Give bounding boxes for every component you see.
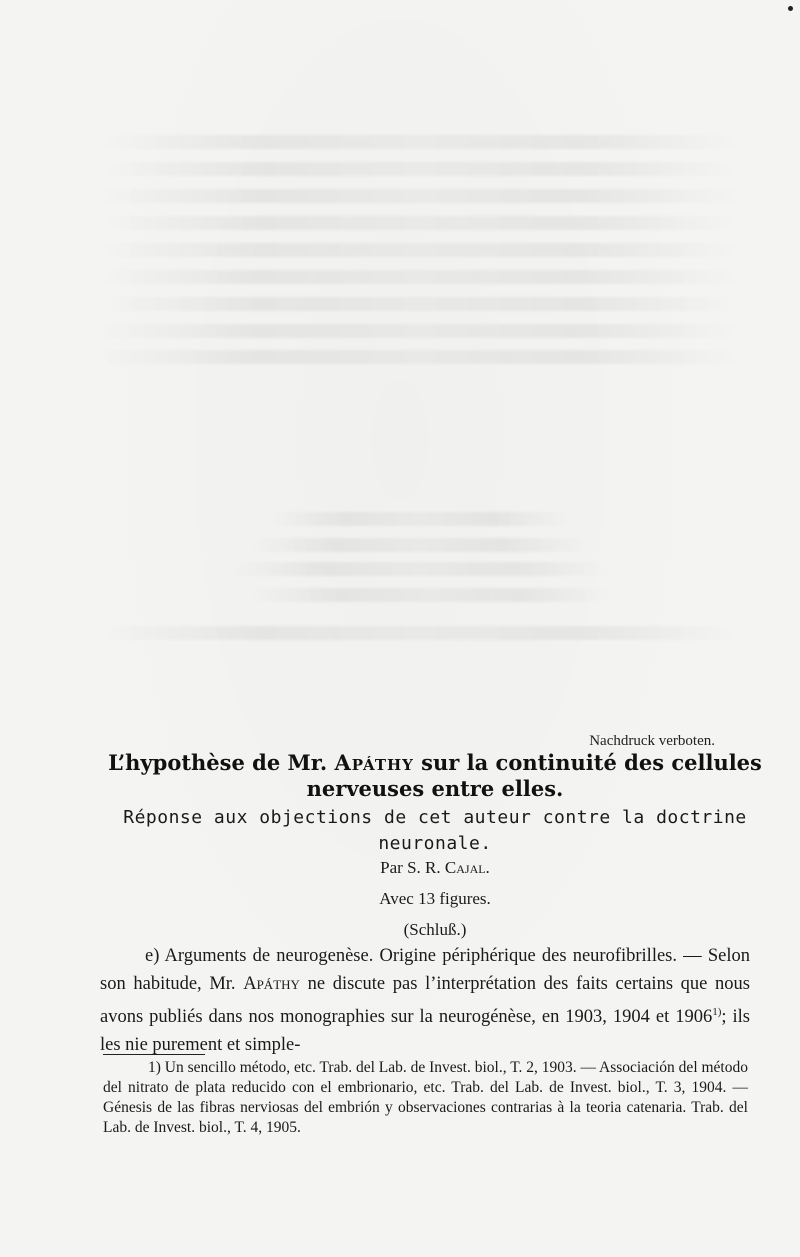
bleed-through-line xyxy=(230,562,610,576)
article-subtitle: Réponse aux objections de cet auteur contre la doctrine neuronale. xyxy=(123,807,747,854)
bleed-through-line xyxy=(250,588,610,602)
bleed-through-line xyxy=(250,538,590,552)
bleed-through-line xyxy=(100,216,740,230)
paragraph xyxy=(100,942,750,1059)
footnote-divider xyxy=(103,1054,205,1055)
bleed-through-line xyxy=(100,324,740,338)
reprint-notice: Nachdruck verboten. xyxy=(589,733,715,749)
author-name: Cajal. xyxy=(444,858,490,877)
title-part-1: L’hypothèse de Mr. xyxy=(108,750,335,775)
bleed-through-line xyxy=(100,189,740,203)
ink-speck xyxy=(788,6,793,11)
bleed-through-line xyxy=(100,135,740,149)
bleed-through-line xyxy=(100,350,740,364)
author-prefix: Par S. R. xyxy=(380,858,445,877)
figures-note: Avec 13 figures. xyxy=(379,889,491,908)
bleed-through-line xyxy=(100,162,740,176)
bleed-through-line xyxy=(100,626,740,640)
bleed-through-line xyxy=(100,297,740,311)
bleed-through-line xyxy=(270,512,570,526)
author-line xyxy=(95,858,775,878)
paragraph-text-end: ; ils les nie purement et simple- xyxy=(100,1007,750,1056)
footnote-text: 1) Un sencillo método, etc. Trab. del Lab. de Invest. biol., T. 2, 1903. — Associación del método del nitrato de plata reducido con el embrionario, etc. Trab. del Lab. de Invest. biol., T. 3, 1904. — Génesis de las fibras nerviosas del embrión y observaciones contrarias à la teoria catenaria. Trab. del Lab. de Invest. biol., T. 4, 1905. xyxy=(103,1059,748,1136)
footnote xyxy=(103,1058,748,1138)
paragraph-text-middle: ne discute pas l’interprétation des faits certains que nous avons publiés dans nos monographies sur la neurogénèse, en 1903, 1904 et 1906 xyxy=(100,974,750,1028)
body-text xyxy=(100,942,750,1059)
footnote-reference: 1) xyxy=(712,1006,722,1018)
article-title xyxy=(95,750,775,802)
conclusion-note: (Schluß.) xyxy=(403,920,467,939)
title-part-2: sur la continuité des cellules nerveuses entre elles. xyxy=(306,750,762,801)
bleed-through-line xyxy=(100,243,740,257)
paragraph-text-start: e) Arguments de neurogenèse. Origine périphérique des neurofibrilles. — Selon son habitude, Mr. xyxy=(100,946,750,994)
title-author-name: Apáthy xyxy=(334,750,414,775)
bleed-through-line xyxy=(100,270,740,284)
paragraph-author-name: Apáthy xyxy=(243,974,300,994)
